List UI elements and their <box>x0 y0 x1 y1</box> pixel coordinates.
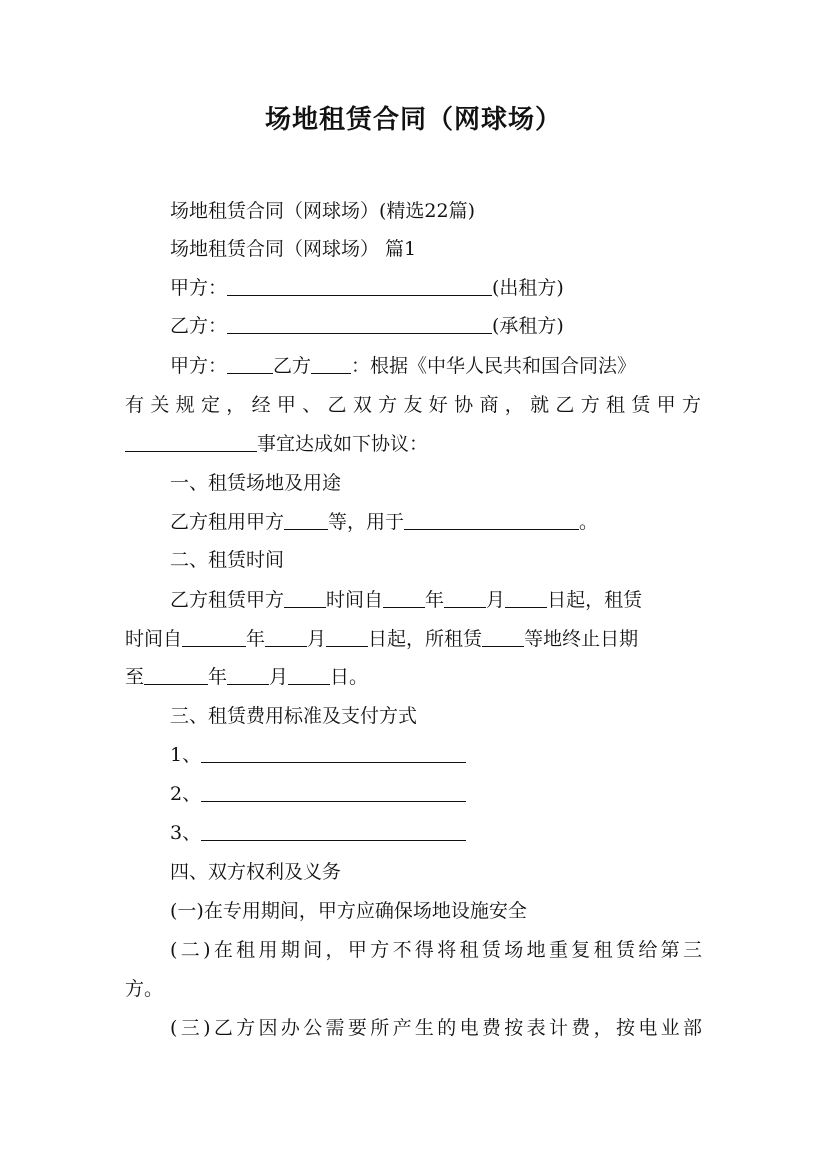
sec2-l1-b1 <box>383 587 425 608</box>
sec2-l2-b1 <box>265 626 307 647</box>
sec2-l2-b0 <box>182 626 246 647</box>
document-subtitle: 场地租赁合同（网球场）(精选22篇) <box>170 200 476 222</box>
sec1-heading: 一、租赁场地及用途 <box>170 472 342 494</box>
sec1-blank-2 <box>404 509 579 530</box>
sec3-item-3-label: 3、 <box>170 822 202 844</box>
sec3-item-2 <box>170 781 750 807</box>
sec4-item-2-line-2: 方。 <box>125 978 164 1000</box>
sec2-l1-b0 <box>284 587 326 608</box>
sec3-item-2-label: 2、 <box>170 783 202 805</box>
party-b-line <box>170 313 750 339</box>
section-heading: 场地租赁合同（网球场） 篇1 <box>170 238 417 260</box>
sec2-l2-t4: 等地终止日期 <box>524 628 639 650</box>
sec2-l3-t2: 月 <box>269 666 289 688</box>
sec2-l3-b2 <box>288 664 330 685</box>
sec2-l3-t3: 日。 <box>330 666 369 688</box>
sec2-l1-b3 <box>505 587 547 608</box>
sec4-heading: 四、双方权利及义务 <box>170 861 342 883</box>
sec3-item-1 <box>170 742 750 768</box>
sec3-item-3 <box>170 820 750 846</box>
intro-party-b: 乙方 <box>273 355 312 377</box>
sec2-l1-t4: 日起，租赁 <box>547 589 643 611</box>
sec2-l2-t3: 日起，所租赁 <box>368 628 483 650</box>
sec2-l2-t1: 年 <box>246 628 266 650</box>
party-b-label: 乙方： <box>170 315 228 337</box>
sec2-l1-t2: 年 <box>425 589 445 611</box>
intro-blank-a <box>227 353 273 374</box>
intro-party-a: 甲方： <box>170 355 228 377</box>
sec2-l2-b2 <box>326 626 368 647</box>
intro-blank-matter <box>125 431 257 452</box>
party-b-role: (承租方) <box>492 315 564 337</box>
sec2-l3-t0: 至 <box>125 666 145 688</box>
sec2-l1-b2 <box>444 587 486 608</box>
sec2-line-1 <box>170 587 750 613</box>
sec3-item-2-blank <box>201 781 466 802</box>
sec1-text-2: 等，用于 <box>328 511 405 533</box>
sec2-l2-t0: 时间自 <box>125 628 183 650</box>
sec1-text-1: 乙方租用甲方 <box>170 511 285 533</box>
sec4-item-1: (一)在专用期间，甲方应确保场地设施安全 <box>170 900 527 922</box>
intro-line-3 <box>125 431 705 457</box>
sec3-heading: 三、租赁费用标准及支付方式 <box>170 705 418 727</box>
party-a-blank <box>227 275 492 296</box>
sec2-l1-t1: 时间自 <box>326 589 384 611</box>
sec2-l3-t1: 年 <box>208 666 228 688</box>
party-b-blank <box>227 313 492 334</box>
intro-agreement: 事宜达成如下协议： <box>257 433 429 455</box>
sec2-l2-t2: 月 <box>307 628 327 650</box>
sec2-line-2 <box>125 626 705 652</box>
party-a-label: 甲方： <box>170 277 228 299</box>
sec3-item-3-blank <box>201 820 466 841</box>
sec1-body <box>170 509 750 535</box>
sec1-blank-1 <box>284 509 328 530</box>
sec2-l2-b3 <box>482 626 524 647</box>
sec2-l1-t0: 乙方租赁甲方 <box>170 589 285 611</box>
sec3-item-1-blank <box>201 742 466 763</box>
sec2-l3-b1 <box>227 664 269 685</box>
sec2-l3-b0 <box>144 664 208 685</box>
sec2-line-3 <box>125 664 705 690</box>
intro-line-1 <box>170 353 716 379</box>
sec1-text-3: 。 <box>579 511 599 533</box>
document-title: 场地租赁合同（网球场） <box>264 105 562 135</box>
party-a-line <box>170 275 750 301</box>
sec4-item-3: (三)乙方因办公需要所产生的电费按表计费，按电业部 <box>170 1017 702 1039</box>
intro-line-2: 有关规定，经甲、乙双方友好协商，就乙方租赁甲方 <box>125 394 701 416</box>
sec3-item-1-label: 1、 <box>170 744 202 766</box>
sec2-l1-t3: 月 <box>486 589 506 611</box>
party-a-role: (出租方) <box>492 277 564 299</box>
intro-law: ：根据《中华人民共和国合同法》 <box>351 355 637 377</box>
sec4-item-2-line-1: (二)在租用期间，甲方不得将租赁场地重复租赁给第三 <box>170 939 702 961</box>
intro-blank-b <box>311 353 351 374</box>
sec2-heading: 二、租赁时间 <box>170 549 285 571</box>
